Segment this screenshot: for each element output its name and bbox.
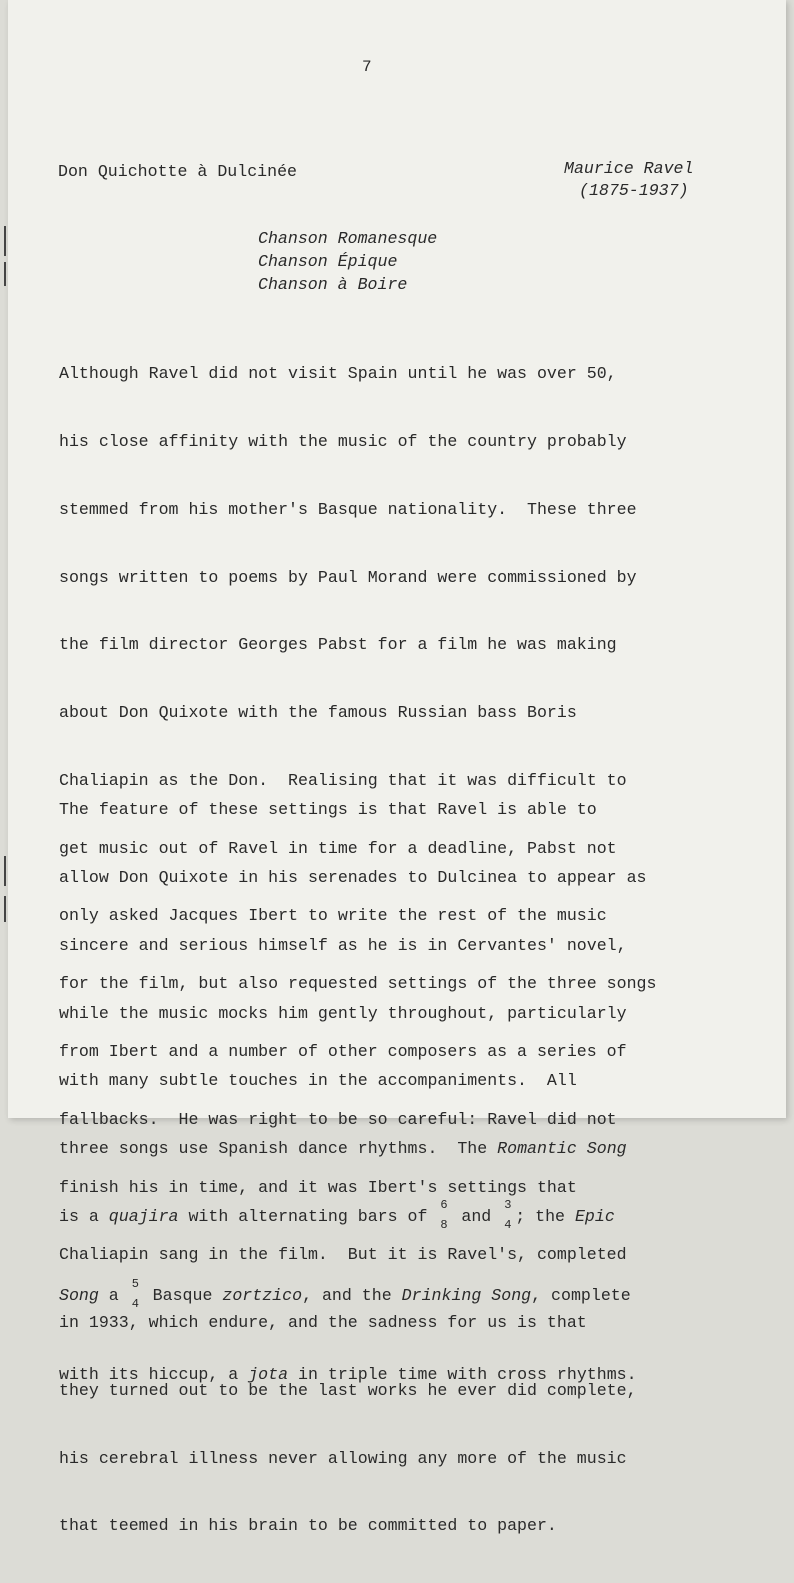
italic-term: zortzico [222, 1286, 303, 1306]
text-line [59, 1138, 647, 1161]
piece-title: Don Quichotte à Dulcinée [58, 162, 297, 181]
time-signature [129, 1277, 143, 1312]
text-line: while the music mocks him gently throughout, particularly [59, 1003, 627, 1023]
text-segment: is a [59, 1206, 109, 1226]
binding-mark [4, 856, 6, 886]
text-segment: three songs use Spanish dance rhythms. The [59, 1139, 498, 1159]
composer-dates: (1875-1937) [579, 181, 689, 200]
italic-term: jota [248, 1365, 289, 1385]
time-signature-denominator: 4 [504, 1217, 512, 1232]
text-segment: , complete [531, 1286, 631, 1306]
song-title: Chanson Épique [258, 252, 398, 271]
text-segment: ; the [515, 1206, 575, 1226]
binding-mark [4, 262, 6, 286]
text-line: stemmed from his mother's Basque nationality. These three [59, 499, 637, 519]
time-signature [437, 1197, 451, 1232]
text-line [59, 1364, 647, 1387]
text-segment: in triple time with cross rhythms. [288, 1365, 637, 1385]
text-line: The feature of these settings is that Ravel is able to [59, 800, 597, 820]
italic-term: quajira [108, 1206, 179, 1226]
italic-term: Romantic Song [497, 1139, 627, 1159]
song-list [258, 227, 437, 296]
time-signature-denominator: 4 [131, 1297, 139, 1312]
text-line: allow Don Quixote in his serenades to Dulcinea to appear as [59, 867, 647, 887]
text-segment: Basque [142, 1286, 223, 1306]
italic-term: Drinking Song [401, 1286, 532, 1306]
text-line: only asked Jacques Ibert to write the rest of the music [59, 906, 607, 926]
text-line: in 1933, which endure, and the sadness for us is that [59, 1313, 587, 1333]
text-line: from Ibert and a number of other composers as a series of [59, 1042, 627, 1061]
text-line: finish his in time, and it was Ibert's settings that [59, 1177, 577, 1197]
text-line: about Don Quixote with the famous Russian bass Boris [59, 703, 577, 723]
text-segment: a [98, 1286, 129, 1306]
binding-mark [4, 896, 6, 922]
text-line [59, 1197, 647, 1240]
text-line: Chaliapin sang in the film. But it is Ravel's, completed [59, 1245, 627, 1265]
text-segment: and [451, 1206, 502, 1226]
composer-block [564, 158, 693, 202]
song-title: Chanson Romanesque [258, 229, 438, 248]
time-signature-numerator: 6 [440, 1197, 448, 1212]
text-segment: with alternating bars of [178, 1206, 438, 1226]
italic-term: Epic [574, 1206, 615, 1226]
time-signature-numerator: 3 [504, 1197, 512, 1212]
text-line [59, 1277, 647, 1319]
song-title: Chanson à Boire [258, 275, 408, 294]
text-line: his cerebral illness never allowing any more of the music [59, 1448, 627, 1468]
text-line: get music out of Ravel in time for a deadline, Pabst not [59, 838, 617, 858]
text-line: songs written to poems by Paul Morand were commissioned by [59, 567, 637, 587]
text-line: that teemed in his brain to be committed to paper. [59, 1516, 557, 1536]
text-line: Chaliapin as the Don. Realising that it was difficult to [59, 770, 627, 790]
text-segment: with its hiccup, a [59, 1365, 249, 1385]
italic-term: Song [59, 1286, 99, 1306]
text-line: the film director Georges Pabst for a film he was making [59, 635, 617, 655]
text-segment: , and the [302, 1286, 402, 1306]
document-page [8, 0, 786, 1536]
time-signature [501, 1197, 515, 1232]
text-line: fallbacks. He was right to be so careful: Ravel did not [59, 1109, 617, 1129]
text-line: for the film, but also requested settings of the three songs [59, 974, 657, 994]
text-line: his close affinity with the music of the country probably [59, 431, 627, 451]
text-line: Although Ravel did not visit Spain until he was over 50, [59, 364, 617, 384]
text-line: sincere and serious himself as he is in Cervantes' novel, [59, 935, 627, 955]
page-number: 7 [362, 58, 372, 76]
time-signature-denominator: 8 [440, 1217, 448, 1232]
composer-name: Maurice Ravel [564, 159, 694, 178]
binding-mark [4, 226, 6, 256]
text-line: with many subtle touches in the accompaniments. All [59, 1071, 577, 1091]
text-line: they turned out to be the last works he ever did complete, [59, 1380, 637, 1400]
paragraph-analysis [59, 754, 647, 1432]
time-signature-numerator: 5 [131, 1277, 139, 1292]
